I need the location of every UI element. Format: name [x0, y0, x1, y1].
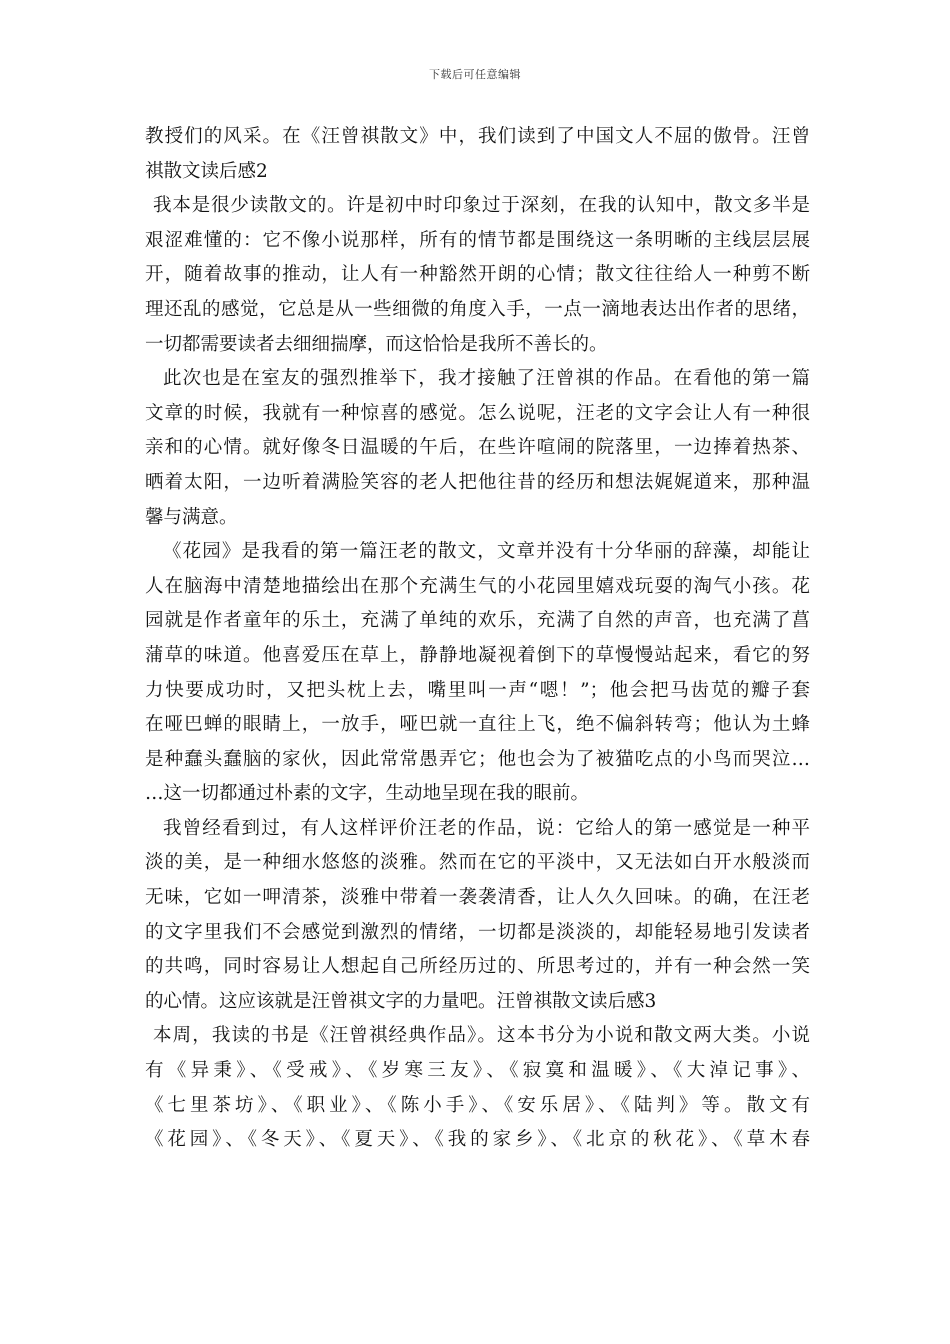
text-line: 的心情。这应该就是汪曾祺文字的力量吧。汪曾祺散文读后感3 — [145, 990, 657, 1012]
text-line: 蒲草的味道。他喜爱压在草上，静静地凝视着倒下的草慢慢站起来，看它的努 — [145, 644, 810, 666]
text-line: 是种蠢头蠢脑的家伙，因此常常愚弄它；他也会为了被猫吃点的小鸟而哭泣… — [145, 748, 810, 770]
text-line: 淡的美，是一种细水悠悠的淡雅。然而在它的平淡中，又无法如白开水般淡而 — [145, 852, 810, 874]
text-line: 《花园》是我看的第一篇汪老的散文，文章并没有十分华丽的辞藻，却能让 — [163, 541, 810, 563]
text-line: 文章的时候，我就有一种惊喜的感觉。怎么说呢，汪老的文字会让人有一种很 — [145, 402, 810, 424]
text-line: 我曾经看到过，有人这样评价汪老的作品，说：它给人的第一感觉是一种平 — [163, 817, 810, 839]
text-line: 我本是很少读散文的。许是初中时印象过于深刻，在我的认知中，散文多半是 — [153, 195, 810, 217]
text-line: 无味，它如一呷清茶，淡雅中带着一袭袭清香，让人久久回味。的确，在汪老 — [145, 887, 810, 909]
text-line: 在哑巴蝉的眼睛上，一放手，哑巴就一直往上飞，绝不偏斜转弯；他认为土蜂 — [145, 714, 810, 736]
text-line: 力快要成功时，又把头枕上去，嘴里叫一声“嗯！”；他会把马齿苋的瓣子套 — [145, 679, 810, 701]
text-line: …这一切都通过朴素的文字，生动地呈现在我的眼前。 — [145, 783, 590, 805]
text-line: 《七里茶坊》、《职业》、《陈小手》、《安乐居》、《陆判》等。散文有 — [145, 1094, 810, 1116]
text-line: 一切都需要读者去细细揣摩，而这恰恰是我所不善长的。 — [145, 333, 608, 355]
text-line: 晒着太阳，一边听着满脸笑容的老人把他往昔的经历和想法娓娓道来，那种温 — [145, 471, 810, 493]
text-line: 人在脑海中清楚地描绘出在那个充满生气的小花园里嬉戏玩耍的淘气小孩。花 — [145, 575, 810, 597]
text-line: 《花园》、《冬天》、《夏天》、《我的家乡》、《北京的秋花》、《草木春 — [145, 1129, 810, 1151]
text-line: 的文字里我们不会感觉到激烈的情绪，一切都是淡淡的，却能轻易地引发读者 — [145, 921, 810, 943]
text-line: 开，随着故事的推动，让人有一种豁然开朗的心情；散文往往给人一种剪不断 — [145, 264, 810, 286]
document-body — [145, 120, 810, 1158]
text-line: 馨与满意。 — [145, 506, 238, 528]
text-line: 亲和的心情。就好像冬日温暖的午后，在些许喧闹的院落里，一边捧着热茶、 — [145, 437, 810, 459]
text-line: 此次也是在室友的强烈推举下，我才接触了汪曾祺的作品。在看他的第一篇 — [163, 368, 810, 390]
text-line: 园就是作者童年的乐土，充满了单纯的欢乐，充满了自然的声音，也充满了菖 — [145, 610, 810, 632]
text-line: 教授们的风采。在《汪曾祺散文》中，我们读到了中国文人不屈的傲骨。汪曾 — [145, 126, 810, 147]
text-line: 理还乱的感觉，它总是从一些细微的角度入手，一点一滴地表达出作者的思绪， — [145, 298, 810, 320]
text-line: 祺散文读后感2 — [145, 160, 268, 182]
text-line: 本周，我读的书是《汪曾祺经典作品》。这本书分为小说和散文两大类。小说 — [153, 1025, 810, 1047]
text-line: 艰涩难懂的：它不像小说那样，所有的情节都是围绕这一条明晰的主线层层展 — [145, 229, 810, 251]
page-header: 下载后可任意编辑 — [429, 68, 521, 81]
text-line: 有《异秉》、《受戒》、《岁寒三友》、《寂寞和温暖》、《大淖记事》、 — [145, 1060, 810, 1082]
text-line: 的共鸣，同时容易让人想起自己所经历过的、所思考过的，并有一种会然一笑 — [145, 956, 810, 978]
